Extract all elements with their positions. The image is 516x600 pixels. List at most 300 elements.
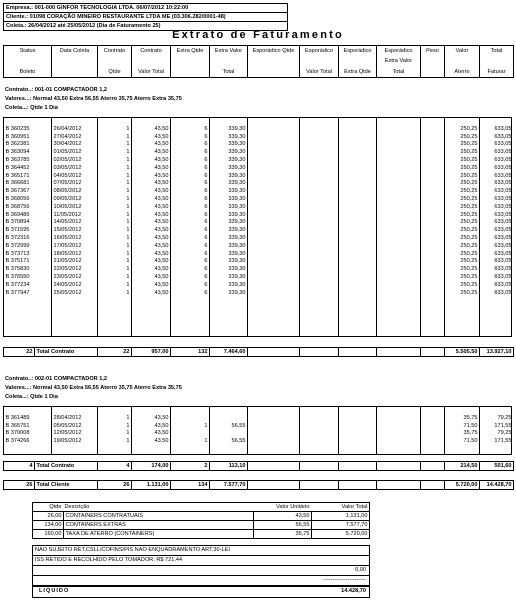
table-cell: [479, 305, 513, 313]
table-cell: [338, 313, 376, 321]
table-cell: 1: [97, 274, 131, 282]
table-cell: [420, 235, 444, 243]
table-cell: 1: [97, 430, 131, 438]
table-cell: 1: [97, 204, 131, 212]
table-cell: 01/05/2012: [51, 149, 97, 157]
table-cell: 339,30: [209, 165, 247, 173]
table-cell: [247, 438, 299, 446]
contract-1-values: Valores...: Normal 43,50 Extra 56,55 Aterro 35,75 Aterro Extra 35,75: [5, 96, 182, 102]
table-cell: [131, 446, 170, 454]
table-cell: [247, 243, 299, 251]
blank-row: [3, 305, 512, 313]
table-cell: 02/05/2012: [51, 157, 97, 165]
table-cell: [376, 321, 420, 329]
table-cell: 6: [170, 258, 209, 266]
table-cell: [247, 126, 299, 134]
table-cell: [376, 118, 420, 126]
table-row: [3, 438, 512, 446]
table-cell: 1: [97, 219, 131, 227]
table-row: [3, 141, 512, 149]
table-cell: [338, 235, 376, 243]
col-esporadico-extra-valor: Esporádico Extra Valor Total: [376, 46, 420, 77]
table-cell: [338, 157, 376, 165]
table-row: [3, 196, 512, 204]
table-cell: [51, 118, 97, 126]
table-cell: [338, 212, 376, 220]
table-cell: 633,05: [479, 196, 513, 204]
table-cell: [209, 305, 247, 313]
table-cell: 1: [97, 126, 131, 134]
total-empty-cell: [247, 462, 299, 470]
table-cell: 43,50: [131, 141, 170, 149]
table-cell: B 375830: [5, 266, 30, 273]
table-cell: [376, 305, 420, 313]
table-cell: [338, 196, 376, 204]
blank-row: [3, 313, 512, 321]
table-cell: 250,25: [444, 274, 479, 282]
table-cell: [247, 305, 299, 313]
total-empty-cell: [376, 481, 420, 489]
total-extra-total: 113,10: [209, 462, 247, 470]
table-cell: [338, 219, 376, 227]
note-tax-line: NAO SUJEITO RET.CSLL/COFINS/PIS NAO ENQUADRAMENTO ART.30-LEI: [33, 546, 369, 556]
table-cell: 250,25: [444, 235, 479, 243]
table-cell: [247, 134, 299, 142]
table-cell: 6: [170, 180, 209, 188]
table-cell: 43,50: [131, 188, 170, 196]
table-cell: 250,25: [444, 219, 479, 227]
table-cell: [299, 126, 338, 134]
total-empty-cell: [420, 481, 444, 489]
table-cell: [299, 149, 338, 157]
table-cell: [420, 157, 444, 165]
table-cell: [247, 165, 299, 173]
table-cell: [338, 141, 376, 149]
table-cell: 633,05: [479, 251, 513, 259]
table-cell: [299, 141, 338, 149]
table-cell: [131, 313, 170, 321]
table-cell: [338, 204, 376, 212]
table-row: [3, 266, 512, 274]
table-cell: [444, 329, 479, 337]
total-extra-qtde: 134: [170, 481, 209, 489]
table-cell: [247, 321, 299, 329]
table-cell: [376, 235, 420, 243]
total-valor: 174,00: [131, 462, 170, 470]
contract-1-coleta: Coleta...: Qtde 1 Dia: [5, 105, 58, 111]
table-cell: [376, 407, 420, 415]
table-cell: [299, 438, 338, 446]
table-cell: 633,05: [479, 282, 513, 290]
table-cell: 633,05: [479, 188, 513, 196]
table-row: [3, 173, 512, 181]
table-cell: 339,30: [209, 188, 247, 196]
table-cell: 339,30: [209, 282, 247, 290]
table-cell: B 370008: [5, 430, 30, 437]
table-cell: [51, 313, 97, 321]
table-cell: [299, 430, 338, 438]
table-cell: [4, 118, 51, 126]
table-cell: 633,05: [479, 173, 513, 181]
table-row: [3, 126, 512, 134]
table-cell: [420, 165, 444, 173]
table-cell: 339,30: [209, 212, 247, 220]
summary-cell: 160,00: [44, 531, 62, 537]
table-cell: [338, 290, 376, 298]
table-cell: 339,30: [209, 227, 247, 235]
blank-row: [3, 329, 512, 337]
table-cell: [299, 157, 338, 165]
table-cell: 1: [97, 251, 131, 259]
table-cell: [4, 329, 51, 337]
table-cell: 339,30: [209, 235, 247, 243]
table-cell: [338, 415, 376, 423]
table-row: [3, 274, 512, 282]
table-cell: 339,30: [209, 258, 247, 266]
table-cell: 43,50: [131, 173, 170, 181]
table-cell: [299, 196, 338, 204]
col-esporadico-extra-qtde: Esporádico Extra Qtde: [338, 46, 376, 77]
table-row: [3, 282, 512, 290]
table-cell: 1: [97, 212, 131, 220]
table-cell: [209, 118, 247, 126]
table-row: [3, 149, 512, 157]
table-cell: 1: [97, 149, 131, 157]
table-cell: [131, 118, 170, 126]
total-count: 22: [26, 349, 33, 355]
table-cell: 6: [170, 188, 209, 196]
table-cell: [444, 321, 479, 329]
table-cell: 1: [97, 258, 131, 266]
table-cell: [420, 126, 444, 134]
table-cell: [247, 430, 299, 438]
table-cell: 22/05/2012: [51, 266, 97, 274]
table-cell: 633,05: [479, 180, 513, 188]
table-cell: 1: [97, 243, 131, 251]
table-cell: 339,30: [209, 274, 247, 282]
table-cell: [4, 297, 51, 305]
table-cell: [209, 407, 247, 415]
table-cell: [299, 266, 338, 274]
table-cell: [170, 305, 209, 313]
total-extra-qtde: 2: [170, 462, 209, 470]
table-cell: [420, 313, 444, 321]
table-cell: [299, 173, 338, 181]
contract-1-total-row: [3, 347, 514, 357]
table-cell: [247, 188, 299, 196]
total-aterro: 5.505,50: [444, 348, 479, 356]
table-cell: 6: [170, 227, 209, 235]
table-cell: 43,50: [131, 415, 170, 423]
table-cell: [338, 173, 376, 181]
table-cell: 43,50: [131, 282, 170, 290]
table-cell: [376, 126, 420, 134]
table-cell: [299, 290, 338, 298]
summary-cell: 56,55: [253, 521, 311, 529]
table-row: [3, 180, 512, 188]
table-cell: 6: [170, 251, 209, 259]
table-cell: [420, 282, 444, 290]
table-cell: [420, 219, 444, 227]
table-cell: [209, 446, 247, 454]
table-cell: B 376550: [5, 273, 30, 280]
contract-1-name: Contrato..: 001-01 COMPACTADOR 1,2: [5, 87, 108, 93]
table-cell: 6: [170, 165, 209, 173]
table-cell: [479, 297, 513, 305]
table-cell: 250,25: [444, 290, 479, 298]
table-cell: 21/05/2012: [51, 258, 97, 266]
table-cell: 250,25: [444, 180, 479, 188]
table-cell: [97, 321, 131, 329]
table-cell: 339,30: [209, 219, 247, 227]
table-cell: B 362381: [5, 141, 30, 148]
table-cell: [247, 251, 299, 259]
table-cell: 171,55: [479, 438, 513, 446]
table-cell: 633,05: [479, 274, 513, 282]
table-cell: B 363785: [5, 156, 30, 163]
table-cell: 250,25: [444, 196, 479, 204]
table-cell: 339,30: [209, 204, 247, 212]
table-cell: [247, 258, 299, 266]
table-cell: 250,25: [444, 141, 479, 149]
contract-1-rows: [3, 117, 512, 337]
table-cell: [209, 415, 247, 423]
table-cell: 250,25: [444, 282, 479, 290]
table-cell: [299, 329, 338, 337]
table-cell: [479, 313, 513, 321]
table-cell: [479, 329, 513, 337]
table-cell: [247, 180, 299, 188]
table-cell: [376, 430, 420, 438]
table-cell: [299, 251, 338, 259]
total-faturar: 14.428,70: [479, 481, 513, 489]
table-cell: 633,05: [479, 235, 513, 243]
table-cell: [51, 305, 97, 313]
table-cell: 250,25: [444, 173, 479, 181]
table-cell: 25/05/2012: [51, 290, 97, 298]
table-cell: [479, 407, 513, 415]
table-cell: 12/05/2012: [51, 430, 97, 438]
table-cell: 43,50: [131, 134, 170, 142]
table-cell: [247, 274, 299, 282]
total-valor: 957,00: [131, 348, 170, 356]
table-cell: 1: [97, 266, 131, 274]
total-valor: 1.131,00: [131, 481, 170, 489]
table-cell: 250,25: [444, 126, 479, 134]
blank-row: [3, 297, 512, 305]
table-cell: [247, 266, 299, 274]
table-cell: [247, 313, 299, 321]
summary-row: [33, 529, 369, 538]
table-cell: 43,50: [131, 251, 170, 259]
table-cell: [97, 407, 131, 415]
table-cell: 6: [170, 204, 209, 212]
col-extra-valor: Extra Valor Total: [209, 46, 247, 77]
table-cell: 27/04/2012: [51, 134, 97, 142]
table-cell: [376, 141, 420, 149]
summary-cell: CONTAINERS EXTRAS: [63, 521, 253, 529]
table-cell: 1: [170, 438, 209, 446]
table-cell: 11/05/2012: [51, 212, 97, 220]
table-cell: [444, 305, 479, 313]
total-label: Total Contrato: [34, 462, 97, 470]
table-cell: 43,50: [131, 290, 170, 298]
table-cell: [299, 212, 338, 220]
table-cell: [247, 297, 299, 305]
table-cell: 43,50: [131, 126, 170, 134]
table-cell: [51, 407, 97, 415]
table-cell: 1: [97, 141, 131, 149]
table-cell: 250,25: [444, 204, 479, 212]
table-cell: B 364452: [5, 164, 30, 171]
table-cell: 43,50: [131, 180, 170, 188]
total-label: Total Contrato: [34, 348, 97, 356]
table-cell: 43,50: [131, 219, 170, 227]
table-cell: [376, 329, 420, 337]
table-cell: [338, 407, 376, 415]
table-cell: [209, 329, 247, 337]
table-cell: [376, 180, 420, 188]
table-cell: [420, 290, 444, 298]
total-qtde: 26: [97, 481, 131, 489]
table-cell: 6: [170, 274, 209, 282]
table-cell: [376, 297, 420, 305]
table-cell: [338, 266, 376, 274]
table-cell: [444, 118, 479, 126]
table-cell: [247, 227, 299, 235]
table-cell: 250,25: [444, 227, 479, 235]
table-cell: 6: [170, 212, 209, 220]
table-cell: [97, 446, 131, 454]
table-cell: [420, 134, 444, 142]
table-cell: 6: [170, 134, 209, 142]
total-empty-cell: [247, 348, 299, 356]
table-cell: 633,05: [479, 157, 513, 165]
table-cell: [299, 446, 338, 454]
table-cell: 19/05/2012: [51, 438, 97, 446]
table-cell: 71,50: [444, 423, 479, 431]
table-cell: 6: [170, 173, 209, 181]
table-row: [3, 134, 512, 142]
table-cell: [338, 227, 376, 235]
table-cell: 6: [170, 126, 209, 134]
coleta-line: Coleta.: 26/04/2012 até 25/05/2012 (Dia de Faturamento 25): [6, 23, 161, 29]
table-cell: [376, 415, 420, 423]
table-cell: [338, 180, 376, 188]
table-cell: [97, 297, 131, 305]
table-cell: 56,55: [209, 438, 247, 446]
table-cell: [420, 305, 444, 313]
table-cell: [420, 423, 444, 431]
total-aterro: 5.720,00: [444, 481, 479, 489]
table-cell: 43,50: [131, 165, 170, 173]
table-cell: B 373713: [5, 250, 30, 257]
table-cell: [131, 297, 170, 305]
liquido-label: LIQUIDO: [39, 588, 70, 594]
table-cell: [51, 329, 97, 337]
table-cell: [131, 321, 170, 329]
table-cell: 1: [170, 423, 209, 431]
table-cell: 633,05: [479, 141, 513, 149]
total-empty-cell: [420, 348, 444, 356]
table-cell: [338, 251, 376, 259]
document-header: [3, 3, 288, 31]
contract-2-name: Contrato..: 002-01 COMPACTADOR 1,2: [5, 376, 108, 382]
table-cell: 18/05/2012: [51, 251, 97, 259]
table-cell: [209, 313, 247, 321]
table-row: [3, 423, 512, 431]
table-cell: [170, 118, 209, 126]
table-cell: [170, 407, 209, 415]
table-cell: [376, 251, 420, 259]
table-cell: [444, 446, 479, 454]
table-cell: B 368756: [5, 203, 30, 210]
table-cell: [247, 282, 299, 290]
table-cell: 1: [97, 196, 131, 204]
summary-cell: 134,00: [44, 522, 62, 528]
table-cell: 339,30: [209, 196, 247, 204]
summary-cell: 7.577,70: [311, 521, 369, 529]
col-esporadico-valor: Esporádico Valor Total: [299, 46, 338, 77]
table-cell: [338, 446, 376, 454]
table-cell: [170, 321, 209, 329]
table-cell: [338, 118, 376, 126]
table-cell: [247, 212, 299, 220]
table-cell: [247, 407, 299, 415]
table-cell: 6: [170, 243, 209, 251]
total-empty-cell: [299, 348, 338, 356]
table-cell: 250,25: [444, 165, 479, 173]
table-cell: [247, 329, 299, 337]
table-cell: [338, 274, 376, 282]
table-cell: [444, 407, 479, 415]
total-extra-total: 7.577,70: [209, 481, 247, 489]
table-row: [3, 243, 512, 251]
table-cell: [420, 243, 444, 251]
contract-2-rows: [3, 406, 512, 455]
table-cell: 10/05/2012: [51, 204, 97, 212]
table-cell: 04/05/2012: [51, 173, 97, 181]
table-cell: 339,30: [209, 157, 247, 165]
table-cell: 6: [170, 157, 209, 165]
table-cell: 43,50: [131, 430, 170, 438]
table-cell: 43,50: [131, 274, 170, 282]
table-row: [3, 165, 512, 173]
col-contrato-qtde: Contrato Qtde: [97, 46, 131, 77]
table-cell: [299, 134, 338, 142]
note-iss-line: ISS RETIDO E RECOLHIDO PELO TOMADOR: R$ 721,44: [33, 556, 369, 566]
col-total-faturar: Total Faturar: [479, 46, 513, 77]
table-cell: 250,25: [444, 134, 479, 142]
table-cell: [376, 313, 420, 321]
total-empty-cell: [299, 462, 338, 470]
table-cell: 6: [170, 149, 209, 157]
table-cell: 6: [170, 219, 209, 227]
table-cell: 24/05/2012: [51, 282, 97, 290]
table-cell: [247, 157, 299, 165]
blank-row: [3, 118, 512, 126]
table-cell: 71,50: [444, 438, 479, 446]
table-cell: B 365751: [5, 422, 30, 429]
table-cell: [376, 227, 420, 235]
table-cell: [420, 173, 444, 181]
table-cell: [338, 438, 376, 446]
table-cell: [420, 407, 444, 415]
table-cell: 6: [170, 290, 209, 298]
table-cell: [444, 313, 479, 321]
table-row: [3, 219, 512, 227]
table-cell: [4, 321, 51, 329]
